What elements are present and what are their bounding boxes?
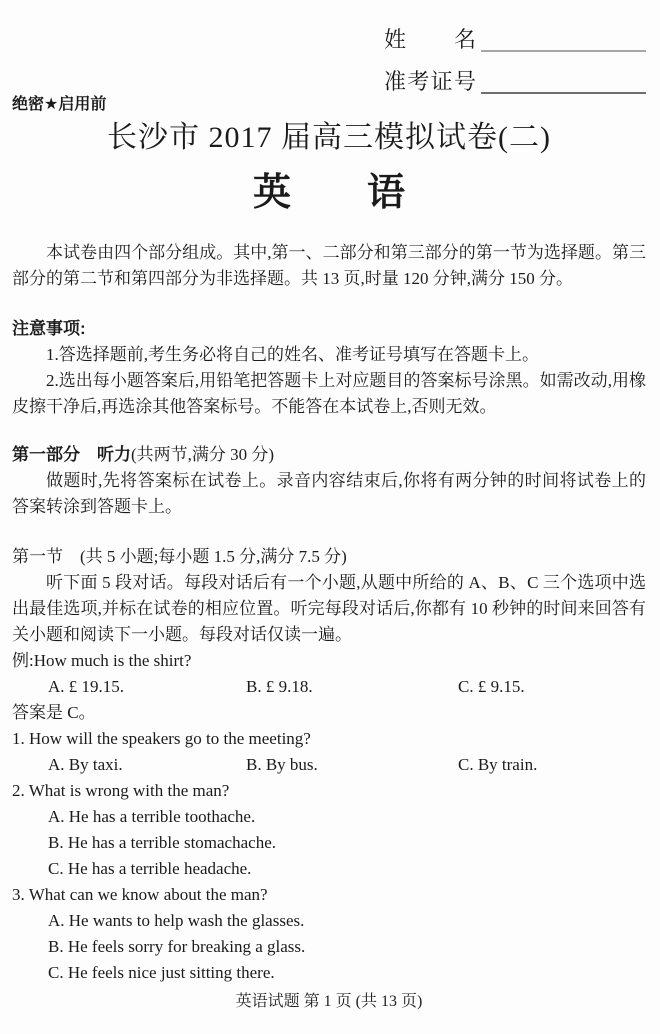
- question-3-option-b: B. He feels sorry for breaking a glass.: [48, 937, 306, 956]
- section1-instructions: 听下面 5 段对话。每段对话后有一个小题,从题中所给的 A、B、C 三个选项中选出最佳选项,并标在试卷的相应位置。听完每段对话后,你都有 10 秒钟的时间来回答有关小题和阅读下一小题。每段对话仅读一遍。: [12, 573, 647, 644]
- secrecy-notice: 绝密★启用前: [12, 96, 107, 113]
- exam-title: 长沙市 2017 届高三模拟试卷(二): [107, 121, 551, 154]
- question-2-prompt: 2. What is wrong with the man?: [12, 781, 230, 800]
- notes-item-1: 1.答选择题前,考生务必将自己的姓名、准考证号填写在答题卡上。: [46, 345, 539, 364]
- question-2-option-c: C. He has a terrible headache.: [48, 859, 252, 878]
- question-1-options-row: [12, 752, 646, 778]
- name-label: 姓名: [384, 26, 476, 52]
- question-3-option-a: A. He wants to help wash the glasses.: [48, 911, 305, 930]
- question-3-prompt: 3. What can we know about the man?: [12, 885, 268, 904]
- subject-title: 英 语: [252, 172, 405, 214]
- question-2-option-b: B. He has a terrible stomachache.: [48, 833, 276, 852]
- example-options-row: [12, 674, 646, 700]
- example-option-c: C. £ 9.15.: [458, 677, 525, 696]
- candidate-id-block: [384, 10, 646, 94]
- question-1-option-c: C. By train.: [458, 755, 538, 774]
- admission-number-label: 准考证号: [384, 68, 476, 94]
- section1-heading: 第一节 (共 5 小题;每小题 1.5 分,满分 7.5 分): [12, 547, 347, 566]
- question-1-prompt: 1. How will the speakers go to the meeting?: [12, 729, 311, 748]
- notes-heading: 注意事项:: [12, 319, 86, 338]
- question-1-option-a: A. By taxi.: [48, 755, 123, 774]
- name-field-row: [384, 10, 646, 52]
- page-footer: 英语试题 第 1 页 (共 13 页): [235, 993, 423, 1010]
- example-option-a: A. £ 19.15.: [48, 677, 125, 696]
- exam-intro-paragraph: 本试卷由四个部分组成。其中,第一、二部分和第三部分的第一节为选择题。第三部分的第二节和第四部分为非选择题。共 13 页,时量 120 分钟,满分 150 分。: [12, 243, 646, 288]
- question-2-option-a: A. He has a terrible toothache.: [48, 807, 256, 826]
- part1-heading-title: 第一部分 听力: [12, 445, 131, 464]
- notes-item-2: 2.选出每小题答案后,用铅笔把答题卡上对应题目的答案标号涂黑。如需改动,用橡皮擦干净后,再选涂其他答案标号。不能答在本试卷上,否则无效。: [12, 371, 646, 416]
- name-blank-line: [481, 22, 646, 52]
- example-answer: 答案是 C。: [12, 703, 96, 722]
- question-3-option-c: C. He feels nice just sitting there.: [48, 963, 275, 982]
- part1-heading: [12, 442, 646, 468]
- admission-number-blank-line: [481, 64, 646, 94]
- question-1-option-b: B. By bus.: [246, 755, 318, 774]
- part1-heading-score: (共两节,满分 30 分): [131, 445, 275, 464]
- example-prompt: 例:How much is the shirt?: [12, 651, 192, 670]
- admission-number-field-row: [384, 52, 646, 94]
- example-option-b: B. £ 9.18.: [246, 677, 313, 696]
- part1-instructions: 做题时,先将答案标在试卷上。录音内容结束后,你将有两分钟的时间将试卷上的答案转涂到答题卡上。: [12, 471, 646, 516]
